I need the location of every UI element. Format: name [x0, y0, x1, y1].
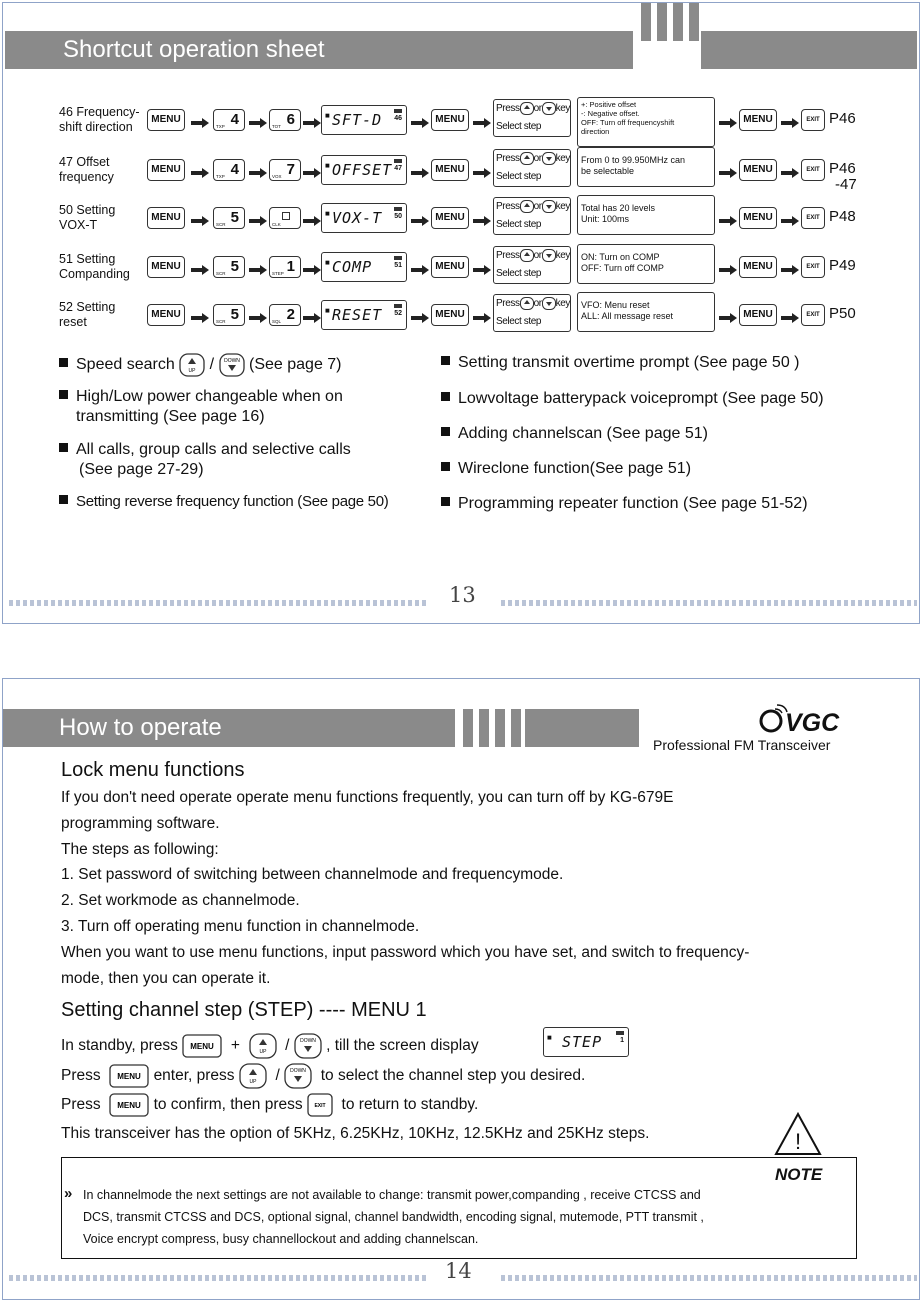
note-line-2: DCS, transmit CTCSS and DCS, optional signal, channel bandwidth, encoding signal, mutemode, PTT transmit ,	[83, 1210, 704, 1224]
menu-key-icon	[109, 1093, 149, 1117]
arrow-icon	[191, 115, 209, 125]
arrow-icon	[191, 213, 209, 223]
lock-line: programming software.	[61, 814, 220, 832]
info-box: VFO: Menu reset ALL: All message reset	[577, 292, 715, 332]
subtitle: Professional FM Transceiver	[653, 737, 831, 753]
press-select-step: Press or key Select step	[493, 246, 571, 284]
arrow-icon	[781, 165, 799, 175]
svg-text:MENU: MENU	[190, 1042, 214, 1051]
down-key-icon	[284, 1063, 312, 1089]
lock-line: If you don't need operate operate menu functions frequently, you can turn off by KG-679E	[61, 789, 674, 806]
arrow-icon	[781, 213, 799, 223]
lock-line: 1. Set password of switching between channelmode and frequencymode.	[61, 866, 564, 884]
exit-key: EXIT	[801, 256, 825, 278]
bullet-overtime: Setting transmit overtime prompt (See page 50 )	[441, 353, 800, 373]
svg-text:DOWN: DOWN	[290, 1068, 307, 1074]
step-line-1: In standby, press MENU + UP / DOWN , till the screen display	[61, 1033, 479, 1059]
exit-key: EXIT	[801, 159, 825, 181]
step-lcd: ■ STEP 1	[543, 1027, 629, 1057]
arrow-icon	[411, 165, 429, 175]
page-number: 13	[449, 583, 476, 607]
page-14	[2, 678, 920, 1300]
down-key-icon	[542, 297, 556, 310]
number-key: SCR 5	[213, 304, 245, 326]
exit-key: EXIT	[801, 304, 825, 326]
svg-text:MENU: MENU	[117, 1072, 142, 1081]
arrow-icon	[473, 213, 491, 223]
number-key: CLK	[269, 207, 301, 229]
info-box: From 0 to 99.950MHz can be selectable	[577, 147, 715, 187]
lcd-display: ■ COMP 51	[321, 252, 407, 282]
up-key-icon	[179, 353, 205, 377]
banner-title: How to operate	[59, 714, 222, 741]
down-key-icon	[294, 1033, 322, 1059]
banner-tail	[701, 31, 917, 69]
exit-key: EXIT	[801, 207, 825, 229]
up-key-icon	[239, 1063, 267, 1089]
note-line-3: Voice encrypt compress, busy channellockout and adding channelscan.	[83, 1232, 479, 1246]
menu-key: MENU	[739, 159, 777, 181]
page-number: 14	[445, 1259, 472, 1283]
bullet-reverse: Setting reverse frequency function (See page 50)	[59, 492, 388, 512]
arrow-icon	[303, 310, 321, 320]
press-select-step: Press or key Select step	[493, 149, 571, 187]
lock-line: The steps as following:	[61, 840, 219, 858]
page-reference: P50	[829, 305, 856, 322]
number-key: TXP 4	[213, 159, 245, 181]
menu-key: MENU	[739, 109, 777, 131]
row-label: 50 Setting VOX-T	[59, 203, 116, 232]
arrow-icon	[473, 262, 491, 272]
info-box: +: Positive offset -: Negative offset. OFF: Turn off frequencyshift direction	[577, 97, 715, 147]
number-key: SQL 2	[269, 304, 301, 326]
note-marker-icon: »	[64, 1185, 73, 1202]
down-key-icon	[542, 249, 556, 262]
arrow-icon	[249, 165, 267, 175]
number-key: SCR 5	[213, 207, 245, 229]
number-key: SCR 5	[213, 256, 245, 278]
down-key-icon	[542, 102, 556, 115]
down-key-icon	[542, 200, 556, 213]
arrow-icon	[719, 165, 737, 175]
press-select-step: Press or key Select step	[493, 197, 571, 235]
arrow-icon	[781, 115, 799, 125]
row-label: 51 Setting Companding	[59, 252, 130, 281]
lock-heading: Lock menu functions	[61, 759, 245, 781]
footer-dots-left	[9, 600, 427, 606]
arrow-icon	[411, 213, 429, 223]
menu-key: MENU	[147, 109, 185, 131]
up-key-icon	[520, 249, 534, 262]
row-label: 52 Setting reset	[59, 300, 116, 329]
vgc-logo	[759, 703, 859, 735]
footer-dots-left	[9, 1275, 427, 1281]
lock-line: 3. Turn off operating menu function in channelmode.	[61, 918, 420, 935]
press-select-step: Press or key Select step	[493, 294, 571, 332]
arrow-icon	[411, 262, 429, 272]
bullet-channelscan: Adding channelscan (See page 51)	[441, 424, 708, 444]
banner-tail	[525, 709, 639, 747]
banner-title: Shortcut operation sheet	[63, 36, 325, 63]
menu-key: MENU	[431, 109, 469, 131]
arrow-icon	[249, 115, 267, 125]
step-line-3: Press MENU to confirm, then press EXIT to return to standby.	[61, 1093, 478, 1117]
bullet-speed-search: Speed search UP / DOWN (See page 7)	[59, 353, 342, 377]
svg-text:MENU: MENU	[117, 1101, 142, 1110]
down-key-icon	[219, 353, 245, 377]
banner	[5, 31, 633, 69]
lcd-display: ■ VOX-T 50	[321, 203, 407, 233]
arrow-icon	[303, 262, 321, 272]
bullet-wireclone: Wireclone function(See page 51)	[441, 459, 691, 479]
warning-icon	[773, 1111, 823, 1157]
up-key-icon	[520, 200, 534, 213]
down-key-icon	[542, 152, 556, 165]
page-reference: P46	[829, 110, 856, 127]
menu-key-icon	[109, 1064, 149, 1088]
step-heading: Setting channel step (STEP) ---- MENU 1	[61, 999, 427, 1021]
footer-dots-right	[501, 600, 917, 606]
menu-key: MENU	[147, 207, 185, 229]
arrow-icon	[249, 262, 267, 272]
arrow-icon	[719, 262, 737, 272]
step-line-2: Press MENU enter, press UP / DOWN to select the channel step you desired.	[61, 1063, 585, 1089]
page-reference: P49	[829, 257, 856, 274]
arrow-icon	[719, 213, 737, 223]
arrow-icon	[303, 115, 321, 125]
press-select-step: Press or key Select step	[493, 99, 571, 137]
lcd-display: ■ OFFSET 47	[321, 155, 407, 185]
banner-bars	[461, 709, 521, 747]
arrow-icon	[473, 310, 491, 320]
menu-key: MENU	[431, 207, 469, 229]
svg-text:DOWN: DOWN	[299, 1038, 316, 1044]
arrow-icon	[411, 115, 429, 125]
lcd-display: ■ SFT-D 46	[321, 105, 407, 135]
bullet-lowvoltage: Lowvoltage batterypack voiceprompt (See page 50)	[441, 389, 824, 409]
arrow-icon	[473, 165, 491, 175]
arrow-icon	[473, 115, 491, 125]
up-key-icon	[249, 1033, 277, 1059]
arrow-icon	[249, 213, 267, 223]
arrow-icon	[191, 165, 209, 175]
menu-key: MENU	[147, 159, 185, 181]
note-box	[61, 1157, 857, 1259]
svg-text:UP: UP	[188, 368, 196, 374]
arrow-icon	[303, 213, 321, 223]
number-key: TOT 6	[269, 109, 301, 131]
number-key: TXP 4	[213, 109, 245, 131]
menu-key: MENU	[147, 304, 185, 326]
menu-key: MENU	[431, 256, 469, 278]
up-key-icon	[520, 102, 534, 115]
lock-line: When you want to use menu functions, input password which you have set, and switch to frequency-	[61, 943, 750, 961]
arrow-icon	[411, 310, 429, 320]
note-line-1: » In channelmode the next settings are not available to change: transmit power,companding , receive CTCSS and	[64, 1185, 701, 1202]
menu-key: MENU	[431, 304, 469, 326]
up-key-icon	[520, 152, 534, 165]
row-label: 46 Frequency- shift direction	[59, 105, 140, 134]
lcd-display: ■ RESET 52	[321, 300, 407, 330]
svg-text:VGC: VGC	[785, 709, 840, 735]
arrow-icon	[781, 262, 799, 272]
svg-text:!: !	[794, 1129, 802, 1154]
up-key-icon	[520, 297, 534, 310]
banner	[3, 709, 455, 747]
page-reference: P46 -47	[829, 160, 857, 193]
arrow-icon	[191, 310, 209, 320]
arrow-icon	[303, 165, 321, 175]
bullet-power: High/Low power changeable when on transmitting (See page 16)	[59, 387, 343, 427]
arrow-icon	[191, 262, 209, 272]
lock-line: 2. Set workmode as channelmode.	[61, 892, 300, 910]
arrow-icon	[249, 310, 267, 320]
page-13	[2, 2, 920, 624]
step-line-4: This transceiver has the option of 5KHz, 6.25KHz, 10KHz, 12.5KHz and 25KHz steps.	[61, 1125, 650, 1142]
banner-bars	[639, 3, 699, 41]
footer-dots-right	[501, 1275, 917, 1281]
arrow-icon	[719, 310, 737, 320]
note-label: NOTE	[771, 1165, 826, 1185]
menu-key: MENU	[739, 304, 777, 326]
bullet-calls: All calls, group calls and selective calls (See page 27-29)	[59, 440, 351, 480]
arrow-icon	[719, 115, 737, 125]
menu-key-icon	[182, 1034, 222, 1058]
info-box: ON: Turn on COMP OFF: Turn off COMP	[577, 244, 715, 284]
bullet-repeater: Programming repeater function (See page 51-52)	[441, 494, 808, 514]
lock-line: mode, then you can operate it.	[61, 969, 271, 987]
exit-key: EXIT	[801, 109, 825, 131]
info-box: Total has 20 levels Unit: 100ms	[577, 195, 715, 235]
menu-key: MENU	[739, 207, 777, 229]
svg-text:EXIT: EXIT	[314, 1103, 326, 1109]
svg-text:UP: UP	[259, 1049, 266, 1055]
page-reference: P48	[829, 208, 856, 225]
row-label: 47 Offset frequency	[59, 155, 114, 184]
menu-key: MENU	[147, 256, 185, 278]
svg-text:DOWN: DOWN	[223, 358, 240, 364]
exit-key-icon	[307, 1093, 333, 1117]
arrow-icon	[781, 310, 799, 320]
number-key: STEP 1	[269, 256, 301, 278]
svg-text:UP: UP	[249, 1079, 257, 1085]
number-key: VOX 7	[269, 159, 301, 181]
menu-key: MENU	[431, 159, 469, 181]
menu-key: MENU	[739, 256, 777, 278]
